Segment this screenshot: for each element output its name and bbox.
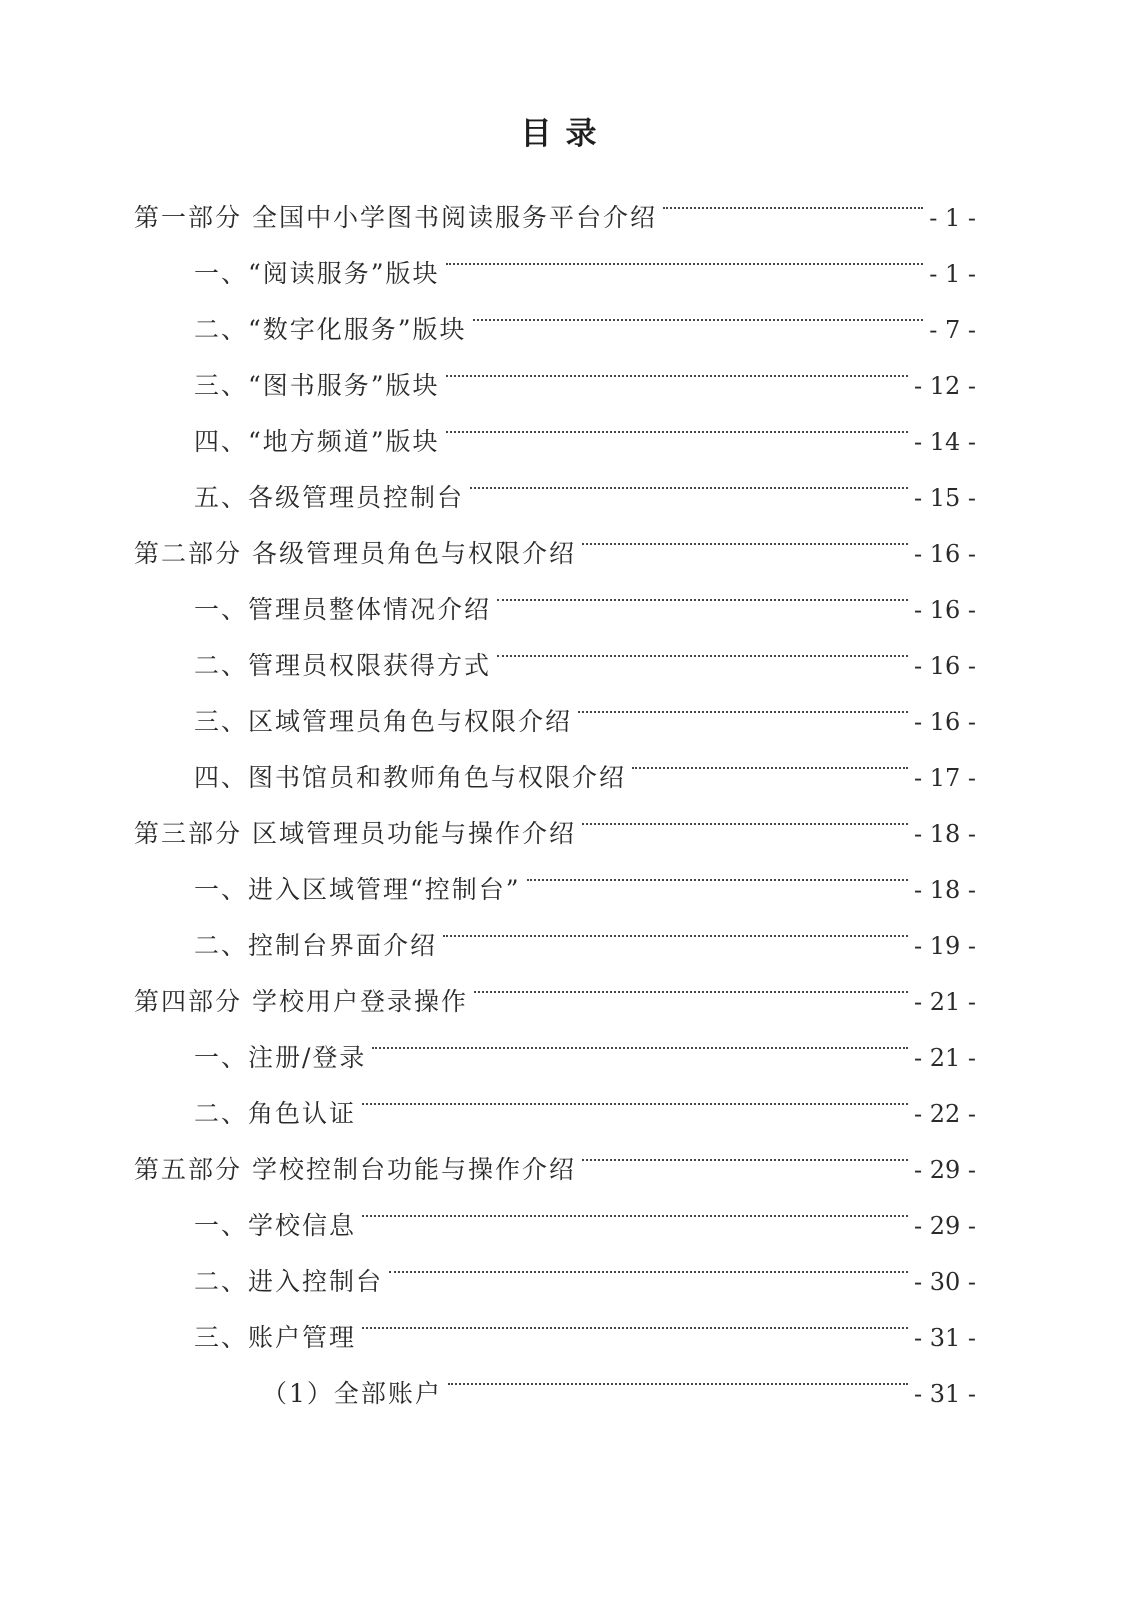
toc-entry-text: 一、进入区域管理“控制台” <box>194 875 521 904</box>
toc-page-number: - 30 - <box>913 1268 976 1296</box>
dot-leader <box>448 1346 908 1402</box>
toc-title: 目录 <box>520 116 611 152</box>
toc-page-number: - 22 - <box>913 1100 976 1128</box>
dot-leader <box>497 618 908 674</box>
dot-leader <box>362 1178 908 1234</box>
toc-entry-text: 三、区域管理员角色与权限介绍 <box>194 707 573 736</box>
dot-leader <box>443 898 908 954</box>
toc-page-number: - 16 - <box>913 652 976 680</box>
toc-entry-text: 一、管理员整体情况介绍 <box>194 595 492 624</box>
toc-entry-text: 第一部分 全国中小学图书阅读服务平台介绍 <box>134 203 657 232</box>
toc-entry-text: 二、进入控制台 <box>194 1267 384 1296</box>
toc-page-number: - 19 - <box>913 932 976 960</box>
dot-leader <box>362 1066 908 1122</box>
toc-entry-text: 第五部分 学校控制台功能与操作介绍 <box>134 1155 576 1184</box>
toc-page-number: - 21 - <box>913 988 976 1016</box>
toc-entry[interactable] <box>134 170 976 232</box>
toc-page-number: - 16 - <box>913 540 976 568</box>
toc-page-number: - 18 - <box>913 876 976 904</box>
dot-leader <box>372 1010 908 1066</box>
dot-leader <box>446 338 908 394</box>
dot-leader <box>632 730 908 786</box>
dot-leader <box>582 506 908 562</box>
toc-entry-text: 一、学校信息 <box>194 1211 357 1240</box>
toc-page-number: - 14 - <box>913 428 976 456</box>
toc-page-number: - 1 - <box>929 260 976 288</box>
dot-leader <box>470 450 908 506</box>
dot-leader <box>527 842 908 898</box>
toc-entry-text: 二、角色认证 <box>194 1099 357 1128</box>
toc-page-number: - 16 - <box>913 708 976 736</box>
toc-page-number: - 18 - <box>913 820 976 848</box>
toc-page-number: - 7 - <box>929 316 976 344</box>
dot-leader <box>474 954 908 1010</box>
dot-leader <box>578 674 908 730</box>
dot-leader <box>446 226 924 282</box>
toc-entry-text: 第四部分 学校用户登录操作 <box>134 987 468 1016</box>
dot-leader <box>497 562 908 618</box>
toc-page-number: - 29 - <box>913 1212 976 1240</box>
toc-entry-text: 二、“数字化服务”版块 <box>194 315 467 344</box>
toc-entry-text: 四、“地方频道”版块 <box>194 427 440 456</box>
toc-page-number: - 1 - <box>929 204 976 232</box>
dot-leader <box>582 786 908 842</box>
toc-entry-text: 第三部分 区域管理员功能与操作介绍 <box>134 819 576 848</box>
dot-leader <box>582 1122 908 1178</box>
toc-list <box>134 170 976 1408</box>
toc-entry-text: 四、图书馆员和教师角色与权限介绍 <box>194 763 627 792</box>
toc-entry-text: 一、注册/登录 <box>194 1043 367 1072</box>
toc-entry-text: （1）全部账户 <box>262 1379 442 1408</box>
toc-entry-text: 三、“图书服务”版块 <box>194 371 440 400</box>
toc-page-number: - 31 - <box>913 1380 976 1408</box>
toc-entry-text: 三、账户管理 <box>194 1323 357 1352</box>
toc-entry-text: 二、管理员权限获得方式 <box>194 651 492 680</box>
toc-page-number: - 12 - <box>913 372 976 400</box>
dot-leader <box>446 394 908 450</box>
toc-page-number: - 31 - <box>913 1324 976 1352</box>
dot-leader <box>389 1234 908 1290</box>
dot-leader <box>362 1290 908 1346</box>
toc-entry-text: 二、控制台界面介绍 <box>194 931 438 960</box>
dot-leader <box>473 282 924 338</box>
dot-leader <box>663 170 923 226</box>
toc-page-number: - 29 - <box>913 1156 976 1184</box>
toc-entry-text: 五、各级管理员控制台 <box>194 483 465 512</box>
toc-entry-text: 第二部分 各级管理员角色与权限介绍 <box>134 539 576 568</box>
toc-page-number: - 16 - <box>913 596 976 624</box>
toc-page-number: - 17 - <box>913 764 976 792</box>
toc-page-number: - 15 - <box>913 484 976 512</box>
toc-page-number: - 21 - <box>913 1044 976 1072</box>
toc-entry-text: 一、“阅读服务”版块 <box>194 259 440 288</box>
